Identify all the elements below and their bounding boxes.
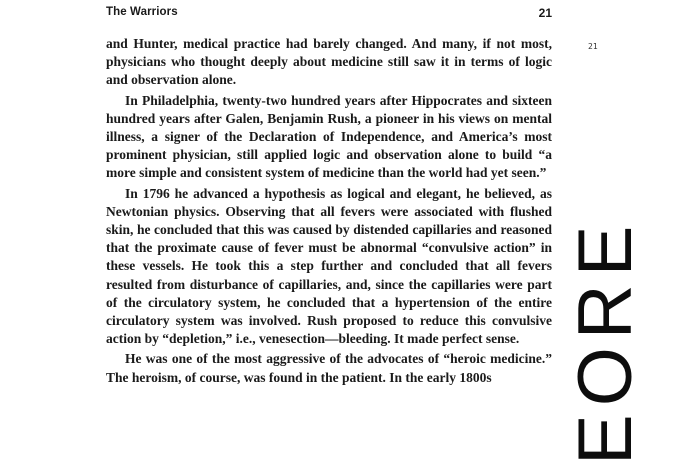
paragraph: In Philadelphia, twenty-two hundred years after Hippocrates and sixteen hundred years after Galen, Benjamin Rush, a pioneer in his views on mental illness, a signer of the Declaration of Independence, and America’s most prominent physician, still applied logic and observation alone to build “a more simple and consistent system of medicine than the world had yet seen.” — [106, 92, 552, 181]
running-head — [106, 6, 552, 26]
side-panel — [560, 0, 680, 465]
page-number: 21 — [538, 6, 552, 20]
vertical-word: EORE — [563, 217, 648, 465]
paragraph: In 1796 he advanced a hypothesis as logical and elegant, he believed, as Newtonian physics. Observing that all fevers were associated with flushed skin, he concluded that this was caused by distended capillaries and reasoned that the proximate cause of fever must be abnormal “convulsive action” in these vessels. He took this a step further and concluded that all fevers resulted from disturbance of capillaries, and, since the capillaries were part of the circulatory system, he concluded that a hypertension of the entire circulatory system was involved. Rush proposed to reduce this convulsive action by “depletion,” i.e., venesection—bleeding. It made perfect sense. — [106, 185, 552, 347]
running-title: The Warriors — [106, 6, 178, 18]
body-text — [106, 35, 552, 387]
paragraph: He was one of the most aggressive of the advocates of “heroic medicine.” The heroism, of course, was found in the patient. In the early 1800s — [106, 351, 552, 385]
paragraph: and Hunter, medical practice had barely changed. And many, if not most, physicians who thought deeply about medicine still saw it in terms of logic and observation alone. — [106, 36, 552, 88]
side-page-number: 21 — [588, 42, 598, 51]
